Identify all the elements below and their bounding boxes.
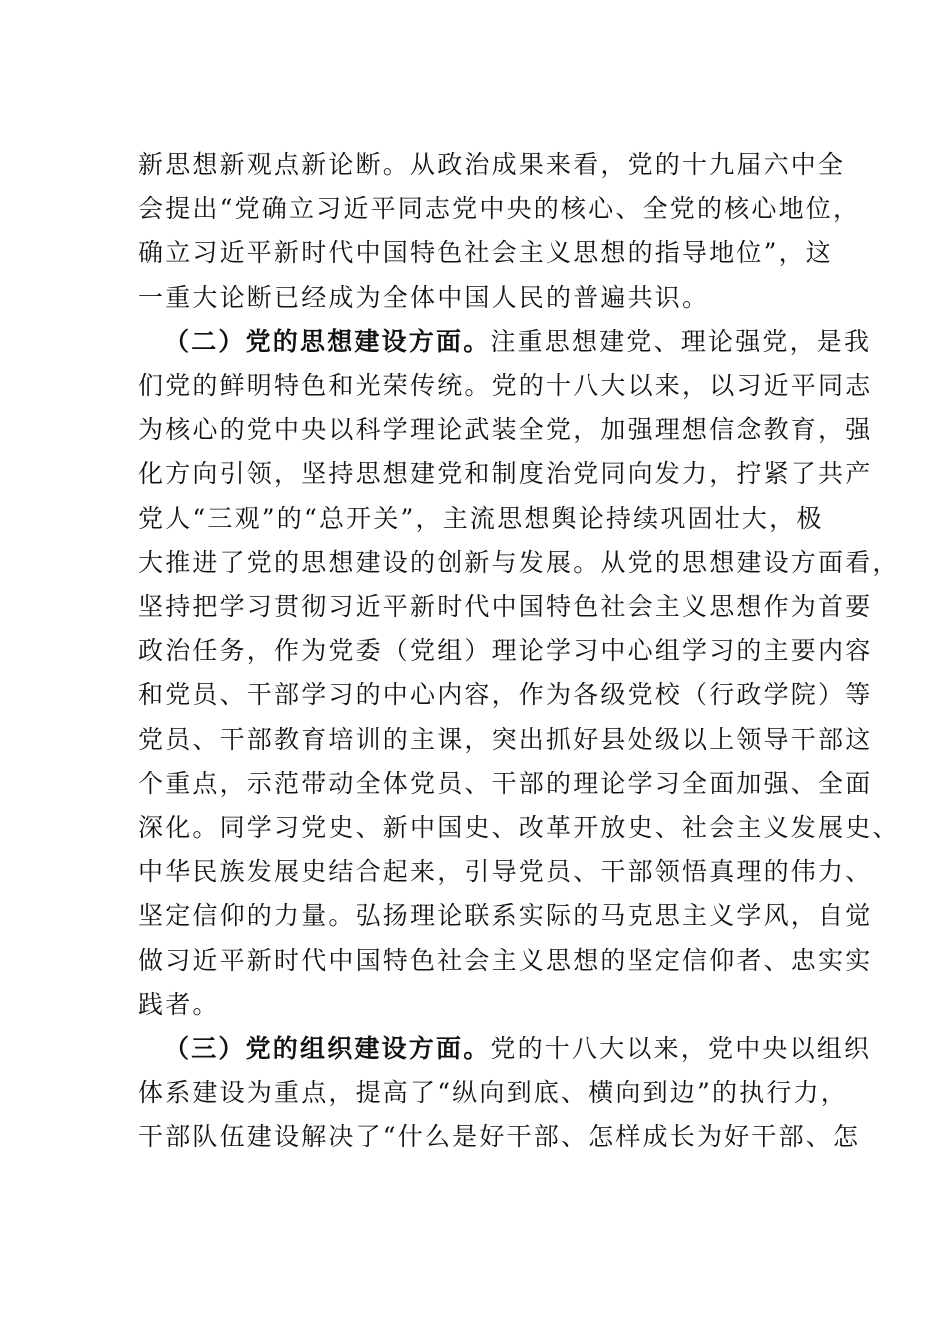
text-line [138, 1027, 872, 1071]
paragraph-political-achievements [138, 143, 861, 320]
text-line: 党员、干部教育培训的主课，突出抓好县处级以上领导干部这 [138, 724, 873, 754]
text-line: 一重大论断已经成为全体中国人民的普遍共识。 [138, 282, 710, 312]
heading-line-rest: 党的十八大以来，党中央以组织 [490, 1034, 872, 1064]
text-line: 确立习近平新时代中国特色社会主义思想的指导地位”，这 [138, 238, 833, 268]
text-line: 坚持把学习贯彻习近平新时代中国特色社会主义思想作为首要 [138, 592, 873, 622]
text-line: 化方向引领，坚持思想建党和制度治党同向发力，拧紧了共产 [138, 459, 873, 489]
text-line: 体系建设为重点，提高了“纵向到底、横向到边”的执行力， [138, 1078, 848, 1108]
text-line: 新思想新观点新论断。从政治成果来看，党的十九届六中全 [138, 150, 846, 179]
document-body [138, 143, 900, 1160]
text-line: 党人“三观”的“总开关”，主流思想舆论持续巩固壮大，极 [138, 503, 824, 533]
text-line [138, 320, 872, 364]
text-line: 深化。同学习党史、新中国史、改革开放史、社会主义发展史、 [138, 813, 900, 843]
text-line: 大推进了党的思想建设的创新与发展。从党的思想建设方面看， [138, 547, 900, 577]
paragraph-organizational-building [138, 1027, 872, 1160]
heading-line-rest: 注重思想建党、理论强党，是我 [490, 326, 872, 356]
text-line: 政治任务，作为党委（党组）理论学习中心组学习的主要内容 [138, 636, 873, 666]
text-line: 坚定信仰的力量。弘扬理论联系实际的马克思主义学风，自觉 [138, 901, 873, 931]
text-line: 们党的鲜明特色和光荣传统。党的十八大以来，以习近平同志 [138, 371, 873, 401]
text-line: 为核心的党中央以科学理论武装全党，加强理想信念教育，强 [138, 415, 873, 445]
text-line: 个重点，示范带动全体党员、干部的理论学习全面加强、全面 [138, 768, 873, 798]
section-heading-organizational: （三）党的组织建设方面。 [164, 1034, 491, 1064]
paragraph-ideological-building [138, 320, 900, 1027]
text-line: 和党员、干部学习的中心内容，作为各级党校（行政学院）等 [138, 680, 873, 710]
text-line: 干部队伍建设解决了“什么是好干部、怎样成长为好干部、怎 [138, 1122, 861, 1152]
text-line: 做习近平新时代中国特色社会主义思想的坚定信仰者、忠实实 [138, 945, 873, 975]
text-line: 践者。 [138, 989, 220, 1019]
text-line: 中华民族发展史结合起来，引导党员、干部领悟真理的伟力、 [138, 857, 873, 887]
text-line: 会提出“党确立习近平同志党中央的核心、全党的核心地位， [138, 194, 861, 224]
section-heading-ideological: （二）党的思想建设方面。 [164, 326, 491, 356]
